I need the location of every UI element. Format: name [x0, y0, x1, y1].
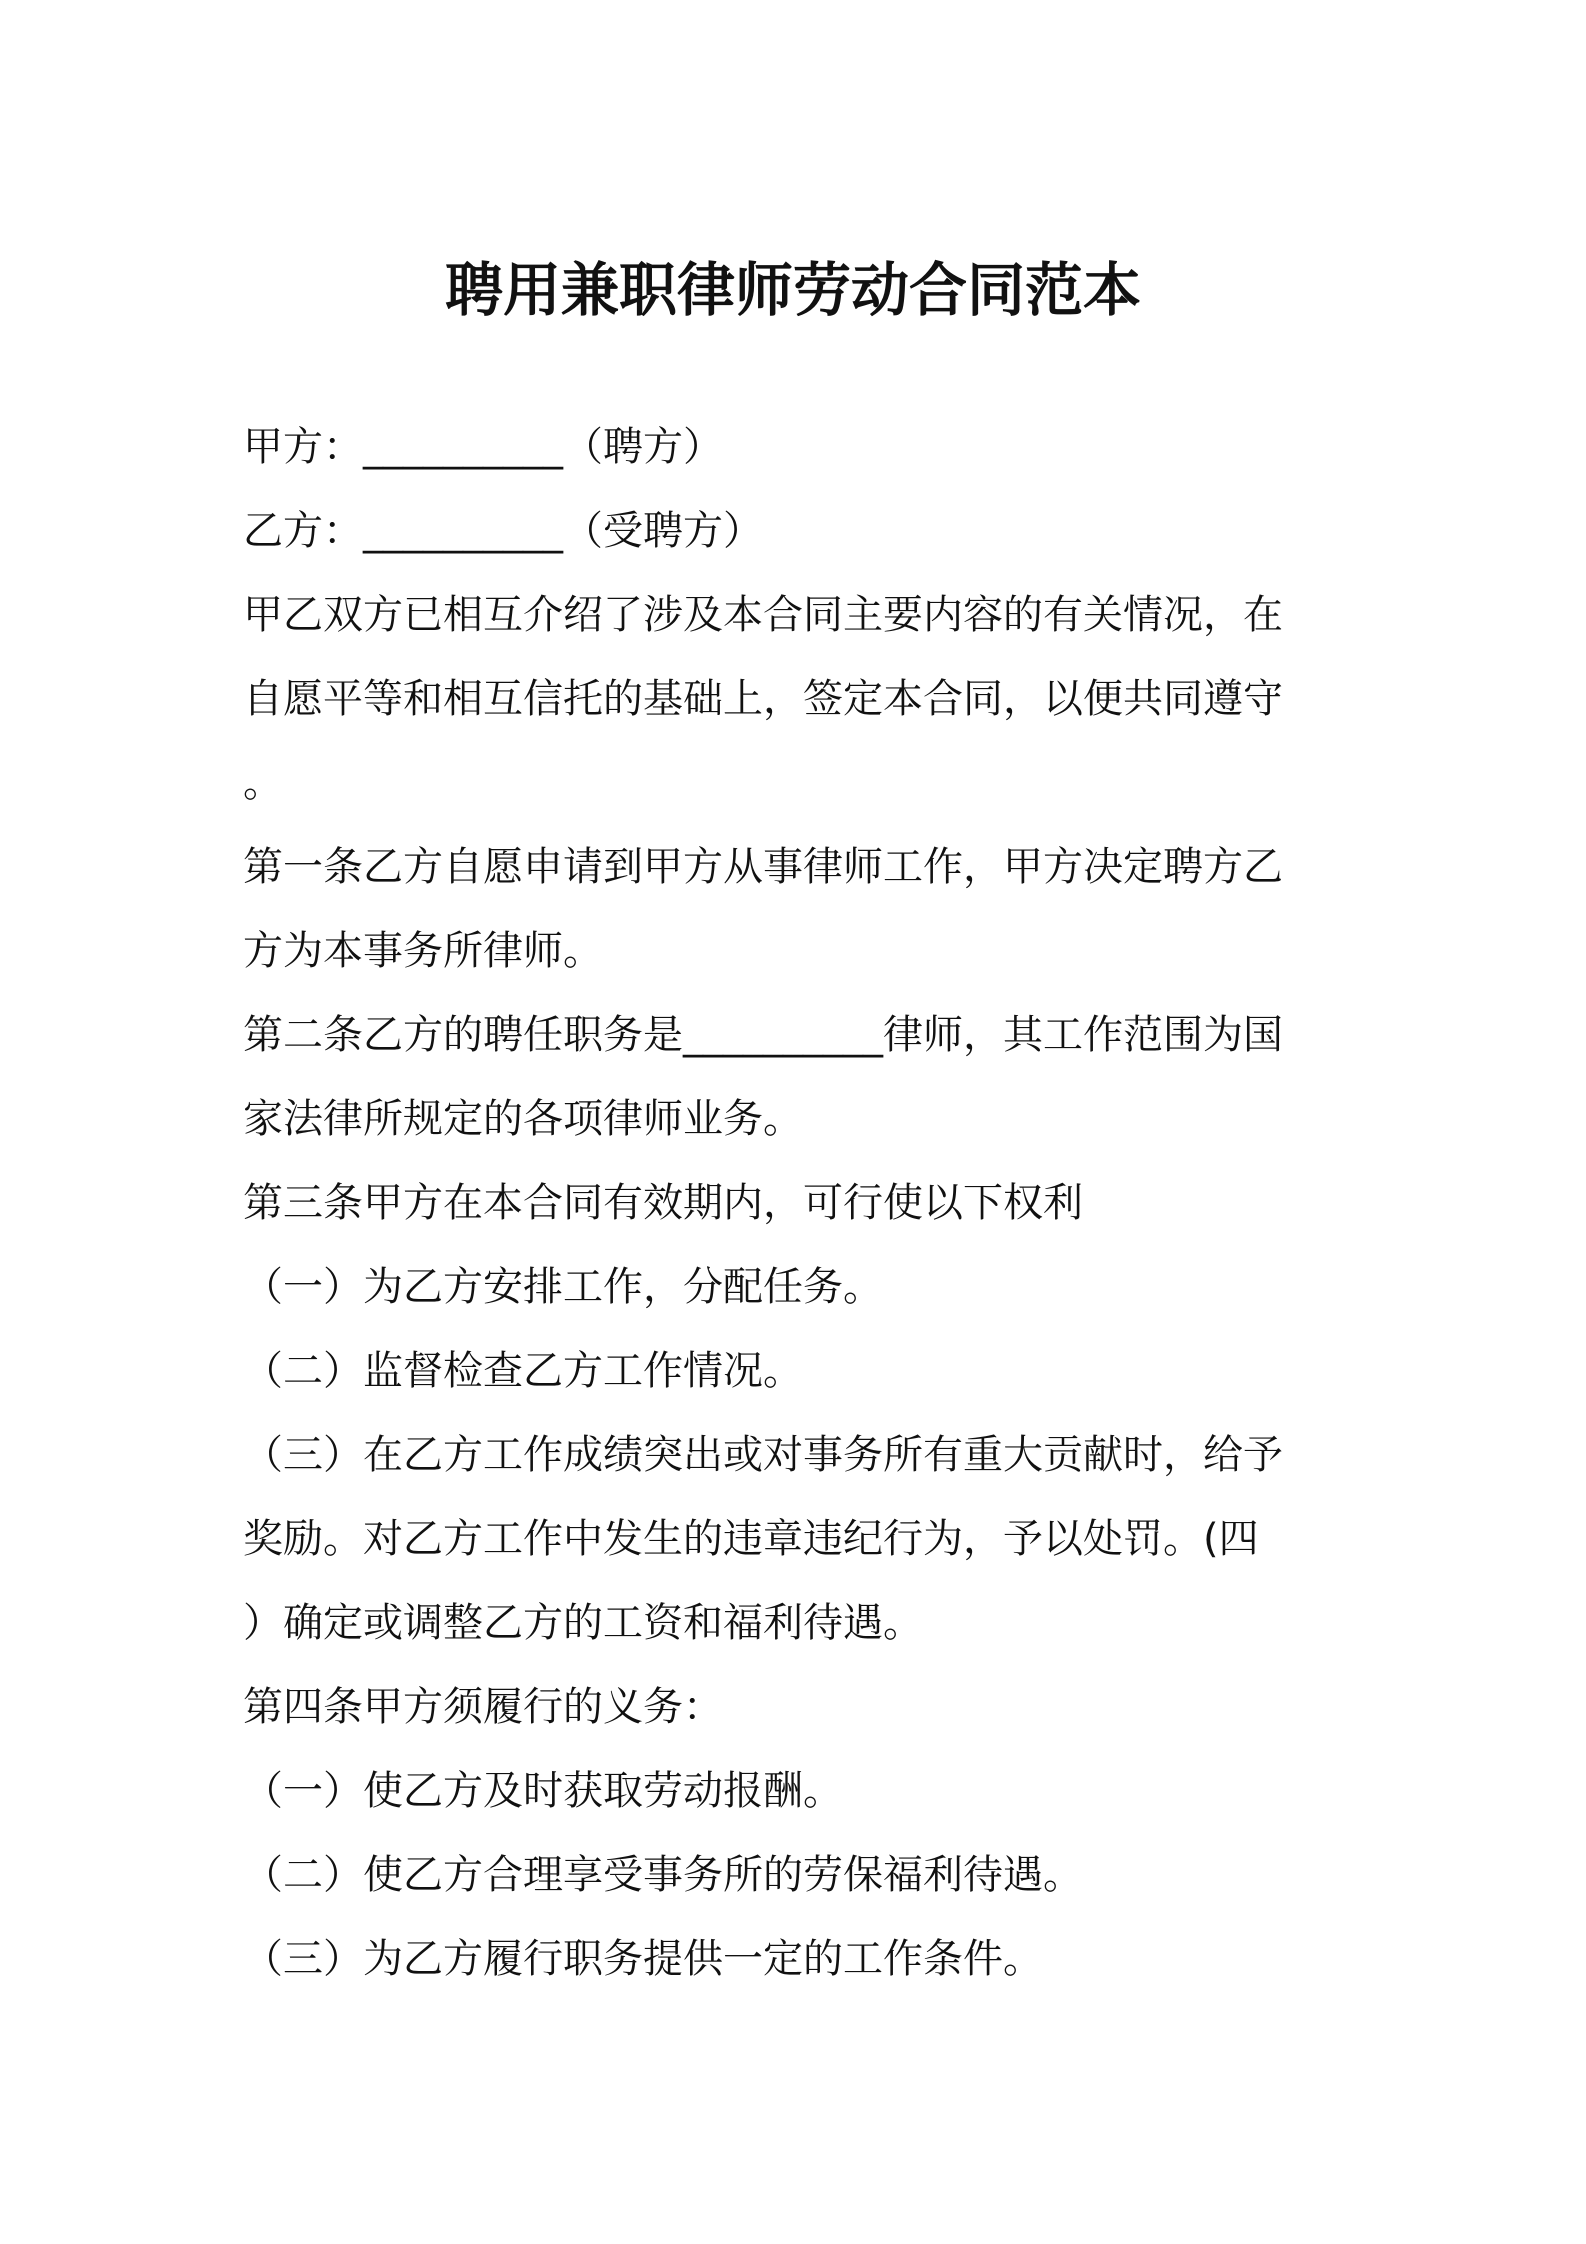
article-4-item: （二）使乙方合理享受事务所的劳保福利待遇。	[243, 1852, 1083, 1898]
article-3-item: （三）在乙方工作成绩突出或对事务所有重大贡献时，给予	[243, 1432, 1283, 1478]
article-2-line: 家法律所规定的各项律师业务。	[243, 1096, 803, 1142]
article-3-item: （一）为乙方安排工作，分配任务。	[243, 1264, 883, 1310]
party-a-line: 甲方：__________（聘方）	[243, 424, 723, 470]
article-3-line: 第三条甲方在本合同有效期内，可行使以下权利	[243, 1180, 1083, 1226]
article-3-item: ）确定或调整乙方的工资和福利待遇。	[243, 1600, 923, 1646]
article-4-line: 第四条甲方须履行的义务：	[243, 1684, 723, 1730]
article-4-item: （一）使乙方及时获取劳动报酬。	[243, 1768, 843, 1814]
article-1-line: 方为本事务所律师。	[243, 928, 603, 974]
article-2-line: 第二条乙方的聘任职务是__________律师，其工作范围为国	[243, 1012, 1283, 1058]
preamble-line: 。	[243, 760, 283, 806]
document-title: 聘用兼职律师劳动合同范本	[444, 256, 1141, 324]
article-4-item: （三）为乙方履行职务提供一定的工作条件。	[243, 1936, 1043, 1982]
preamble-line: 自愿平等和相互信托的基础上，签定本合同，以便共同遵守	[243, 676, 1283, 722]
preamble-line: 甲乙双方已相互介绍了涉及本合同主要内容的有关情况，在	[243, 592, 1283, 638]
article-3-item: 奖励。对乙方工作中发生的违章违纪行为，予以处罚。(四	[243, 1516, 1259, 1562]
article-3-item: （二）监督检查乙方工作情况。	[243, 1348, 803, 1394]
article-1-line: 第一条乙方自愿申请到甲方从事律师工作，甲方决定聘方乙	[243, 844, 1283, 890]
party-b-line: 乙方：__________（受聘方）	[243, 508, 763, 554]
document-body	[243, 405, 1353, 2001]
